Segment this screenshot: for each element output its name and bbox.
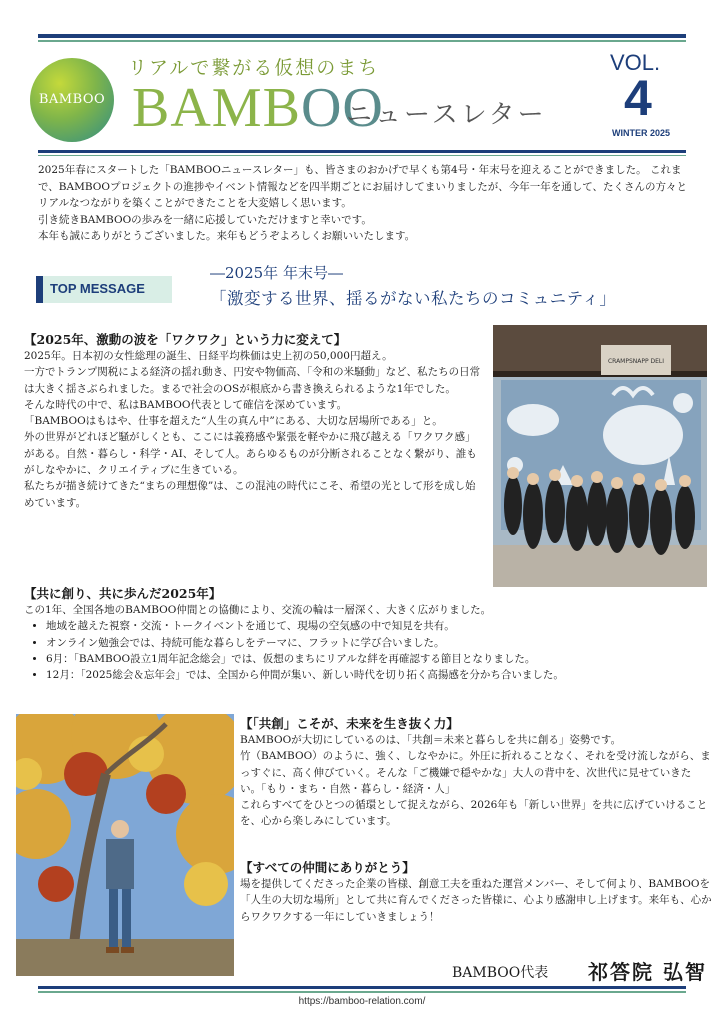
list-item: • オンライン勉強会では、持続可能な暮らしをテーマに、フラットに学び合いました。	[46, 635, 704, 651]
paragraph: BAMBOOが大切にしているのは、「共創＝未来と暮らしを共に創る」姿勢です。	[240, 734, 622, 746]
paragraph: 一方でトランプ関税による経済の揺れ動き、円安や物価高、「令和の米騒動」など、私たちの日常は大きく揺さぶられました。まるで社会のOSが根底から書き換えられるような1年でした。	[24, 366, 481, 395]
section-body	[24, 348, 484, 511]
section-heading: 【「共創」こそが、未来を生き抜く力】	[240, 716, 459, 731]
section-2025-excitement	[24, 330, 484, 511]
brand-title-part2: OO	[300, 77, 384, 139]
shop-sign: CRAMPSNAPP DELI	[607, 358, 665, 365]
signature-name: 祁答院 弘智	[588, 960, 707, 984]
paragraph: そんな時代の中で、私はBAMBOO代表として確信を深めています。	[24, 398, 348, 411]
intro-paragraph: 引き続きBAMBOOの歩みを一緒に応援していただけますと幸いです。	[38, 213, 372, 226]
intro-paragraph: 本年も誠にありがとうございました。来年もどうぞよろしくお願いいたします。	[38, 230, 416, 242]
paragraph: 「BAMBOOはもはや、仕事を超えた“人生の真ん中”にある、大切な居場所である」と。	[24, 415, 443, 428]
section-2025-together	[24, 584, 704, 683]
section-body	[240, 876, 712, 925]
top-rule-accent	[38, 40, 686, 42]
signature-title: BAMBOO代表	[452, 965, 549, 981]
list-item: • 12月：「2025総会＆忘年会」では、全国から仲間が集い、新しい時代を切り拓く高揚感を分かち合いました。	[46, 667, 704, 683]
top-message-label: TOP MESSAGE	[50, 281, 145, 296]
list-item: • 6月：「BAMBOO設立1周年記念総会」では、仮想のまちにリアルな絆を再確認する節目となりました。	[46, 651, 704, 667]
brand-title-part1: BAMB	[132, 77, 301, 139]
section-heading: 【2025年、激動の波を「ワクワク」という力に変えて】	[24, 332, 347, 347]
section-heading: 【すべての仲間にありがとう】	[240, 860, 415, 875]
tagline: リアルで繋がる仮想のまち	[128, 57, 380, 79]
top-rule	[38, 34, 686, 38]
section-lead: この1年、全国各地のBAMBOO仲間との協働により、交流の輪は一層深く、大きく広がりました。	[24, 604, 492, 616]
header-bottom-rule-accent	[38, 155, 686, 156]
paragraph: 場を提供してくださった企業の皆様、創意工夫を重ねた運営メンバー、そして何より、BAMBOOを「人生の大切な場所」として共に育んでくださった皆様に、心より感謝申し上げます。来年も、心からワクワクする一年にしていきましょう！	[240, 878, 712, 923]
paragraph: 外の世界がどれほど騒がしくとも、ここには義務感や緊張を軽やかに飛び越える「ワクワク感」がある。自然・暮らし・科学・AI、そして人。あらゆるものが分断されることなく繋がり、誰もがしなやかに、クリエイティブに生きている。	[24, 431, 477, 477]
section-co-creation	[240, 714, 712, 830]
footer-rule	[38, 986, 686, 989]
intro-text	[38, 162, 688, 245]
footer-url: https://bamboo-relation.com/	[298, 996, 426, 1007]
section-body	[240, 732, 712, 830]
paragraph: 2025年。日本初の女性総理の誕生、日経平均株価は史上初の50,000円超え。	[24, 350, 393, 362]
portrait-photo	[16, 714, 234, 976]
paragraph: これらすべてをひとつの循環として捉えながら、2026年も「新しい世界」を共に広げていけることを、心から楽しみにしています。	[240, 799, 708, 828]
section-body	[24, 602, 704, 683]
brand-subtitle: ニュースレター	[346, 100, 547, 130]
group-photo	[493, 325, 707, 587]
group-photo-illustration	[493, 325, 707, 587]
footer-rule-accent	[38, 991, 686, 993]
list-item: • 地域を越えた視察・交流・トークイベントを通じて、現場の空気感の中で知見を共有。	[46, 618, 704, 634]
vol-label: VOL.	[610, 50, 661, 75]
header-bottom-rule	[38, 150, 686, 153]
section-heading: 【共に創り、共に歩んだ2025年】	[24, 586, 222, 601]
top-message-issue: ―2025年 年末号―	[210, 264, 343, 282]
top-message-bar	[36, 276, 43, 303]
intro-paragraph: 2025年春にスタートした「BAMBOOニュースレター」も、皆さまのおかげで早くも第4号・年末号を迎えることができました。 これまで、BAMBOOプロジェクトの進捗やイベント情報などを四半期ごとにお届けしてまいりましたが、今年一年を通して、たくさんの方々とリアルなつながりを築くことができたことを大変嬉しく思います。	[38, 164, 688, 209]
vol-number: 4	[624, 70, 652, 126]
portrait-photo-illustration	[16, 714, 234, 976]
section-thanks	[240, 858, 712, 925]
paragraph: 竹（BAMBOO）のように、強く、しなやかに。外圧に折れることなく、それを受け流しながら、まっすぐに、高く伸びていく。そんな「ご機嫌で穏やかな」大人の背中を、次世代に見せていきたい。「もり・まち・自然・暮らし・経済・人」	[240, 750, 711, 795]
season-label: WINTER 2025	[612, 128, 671, 138]
top-message-title: 「激変する世界、揺るがない私たちのコミュニティ」	[210, 289, 617, 308]
logo-text: BAMBOO	[38, 92, 106, 107]
activity-list	[24, 618, 704, 683]
paragraph: 私たちが描き続けてきた“まちの理想像”は、この混沌の時代にこそ、希望の光として形を成し始めています。	[24, 480, 476, 509]
